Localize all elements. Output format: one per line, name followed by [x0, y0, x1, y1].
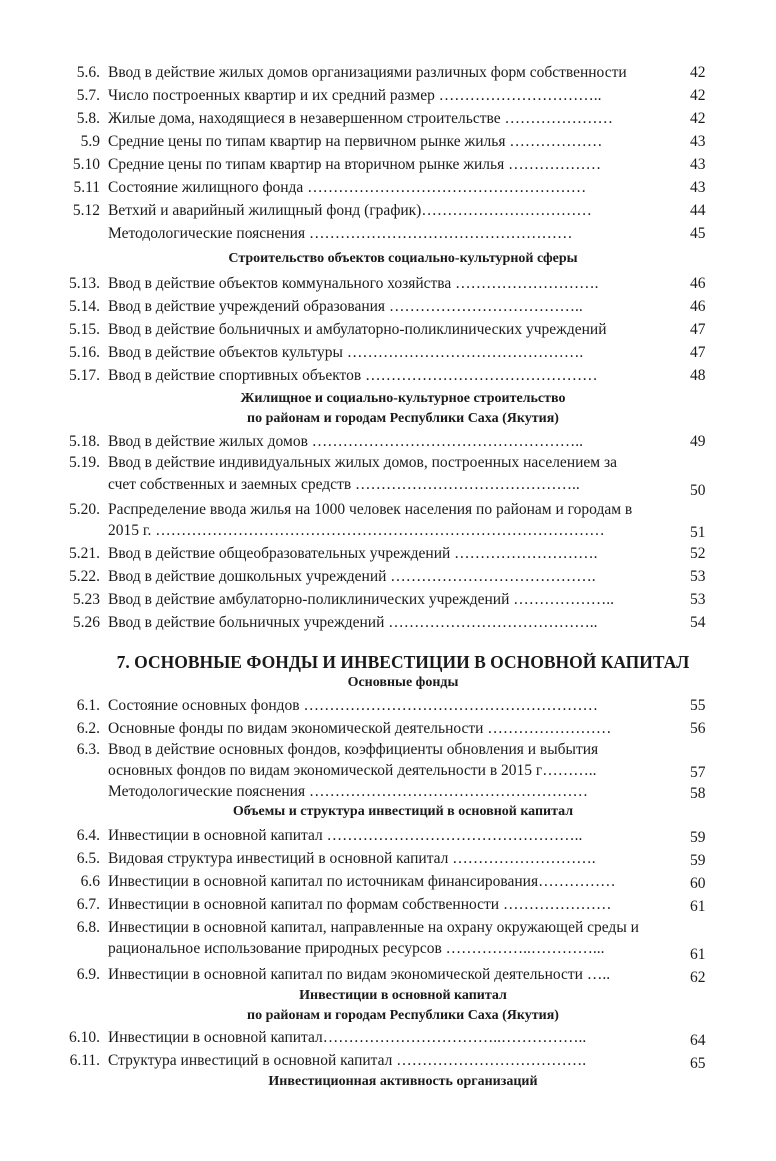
- entry-number: 6.10.: [69, 1029, 100, 1046]
- entry-title-continued: рациональное использование природных ресурсов ……………..…………...: [108, 940, 605, 957]
- toc-entry-continuation: [0, 474, 776, 499]
- entry-page: 53: [690, 568, 706, 585]
- toc-entry: [0, 452, 776, 474]
- entry-number: 5.10: [72, 156, 100, 173]
- entry-page: 59: [690, 852, 706, 869]
- entry-title: Методологические пояснения ………………………………………………: [108, 783, 588, 800]
- toc-entry-continuation: [0, 520, 776, 542]
- entry-page: 65: [690, 1055, 706, 1072]
- toc-entry: [0, 825, 776, 847]
- entry-title: Ввод в действие основных фондов, коэффициенты обновления и выбытия: [108, 741, 599, 758]
- toc-entry: [0, 431, 776, 453]
- entry-number: 6.3.: [76, 741, 100, 758]
- toc-entry: [0, 718, 776, 740]
- entry-number: 5.22.: [69, 568, 100, 585]
- entry-title: Ввод в действие дошкольных учреждений ………………………………….: [108, 568, 596, 585]
- entry-number: 6.11.: [69, 1052, 100, 1069]
- entry-title: Жилые дома, находящиеся в незавершенном строительстве …………………: [108, 110, 613, 127]
- toc-entry: [0, 543, 776, 565]
- entry-title: Ввод в действие объектов коммунального хозяйства ……………………….: [108, 275, 599, 292]
- toc-entry: [0, 589, 776, 611]
- entry-number: 5.15.: [69, 321, 100, 338]
- entry-page: 62: [690, 969, 706, 986]
- entry-page: 46: [690, 275, 706, 292]
- section-heading: Основные фонды: [347, 675, 459, 690]
- entry-number: 5.7.: [76, 87, 100, 104]
- section-heading: по районам и городам Республики Саха (Якутия): [247, 411, 559, 426]
- entry-title: Состояние жилищного фонда ………………………………………………: [108, 179, 587, 196]
- section-heading: Инвестиционная активность организаций: [268, 1074, 538, 1089]
- toc-entry: [0, 177, 776, 199]
- entry-title: Ввод в действие больничных и амбулаторно-поликлинических учреждений: [108, 321, 607, 338]
- entry-page: 64: [690, 1032, 706, 1049]
- entry-page: 48: [690, 367, 706, 384]
- entry-number: 5.26: [72, 614, 100, 631]
- toc-entry: [0, 1050, 776, 1072]
- entry-number: 5.23: [72, 591, 100, 608]
- entry-title: Состояние основных фондов …………………………………………………: [108, 697, 598, 714]
- entry-title: Распределение ввода жилья на 1000 человек населения по районам и городам в: [108, 501, 633, 518]
- entry-title: Ввод в действие объектов культуры ……………………………………….: [108, 344, 584, 361]
- toc-entry: [0, 1027, 776, 1049]
- toc-entry: [0, 695, 776, 717]
- toc-entry: [0, 62, 776, 84]
- entry-page: 53: [690, 591, 706, 608]
- entry-title: Ввод в действие жилых домов организациями различных форм собственности: [108, 64, 627, 81]
- toc-entry: [0, 108, 776, 130]
- chapter-title: 7. ОСНОВНЫЕ ФОНДЫ И ИНВЕСТИЦИИ В ОСНОВНОЙ КАПИТАЛ: [116, 652, 690, 672]
- entry-number: 5.14.: [69, 298, 100, 315]
- toc-entry-continuation: [0, 938, 776, 963]
- entry-title-continued: основных фондов по видам экономической деятельности в 2015 г………..: [108, 762, 597, 779]
- entry-number: 6.6: [80, 873, 100, 890]
- toc-entry-continuation: [0, 760, 776, 782]
- toc-entry: [0, 273, 776, 295]
- toc-entry: [0, 200, 776, 222]
- entry-title: Основные фонды по видам экономической деятельности ……………………: [108, 720, 612, 737]
- entry-title-continued: 2015 г. ……………………………………………………………………………: [108, 522, 605, 539]
- entry-page: 44: [690, 202, 706, 219]
- entry-page: 49: [690, 433, 706, 450]
- entry-page: 46: [690, 298, 706, 315]
- entry-number: 5.11: [73, 179, 100, 196]
- entry-page: 60: [690, 875, 706, 892]
- entry-page: 61: [690, 946, 706, 963]
- toc-entry: [0, 871, 776, 893]
- entry-title: Структура инвестиций в основной капитал ……………………………….: [108, 1052, 587, 1069]
- entry-number: 5.18.: [69, 433, 100, 450]
- toc-entry: [0, 964, 776, 986]
- entry-title: Методологические пояснения ……………………………………………: [108, 225, 573, 242]
- entry-title: Средние цены по типам квартир на первичном рынке жилья ………………: [108, 133, 603, 150]
- entry-page: 43: [690, 133, 706, 150]
- entry-page: 42: [690, 87, 706, 104]
- entry-number: 6.2.: [76, 720, 100, 737]
- toc-entry: [0, 848, 776, 870]
- entry-page: 42: [690, 110, 706, 127]
- toc-entry: [0, 781, 776, 803]
- entry-page: 45: [690, 225, 706, 242]
- section-heading: Строительство объектов социально-культурной сферы: [228, 251, 578, 266]
- entry-number: 6.5.: [76, 850, 100, 867]
- entry-title: Ввод в действие больничных учреждений …………………………………..: [108, 614, 598, 631]
- entry-number: 6.1.: [76, 697, 100, 714]
- toc-entry: [0, 85, 776, 107]
- toc-entry: [0, 917, 776, 939]
- entry-page: 47: [690, 321, 706, 338]
- entry-number: 5.20.: [69, 501, 100, 518]
- entry-page: 55: [690, 697, 706, 714]
- entry-title: Инвестиции в основной капитал, направленные на охрану окружающей среды и: [108, 919, 639, 936]
- toc-entry: [0, 319, 776, 341]
- entry-title: Ветхий и аварийный жилищный фонд (график)……………………………: [108, 202, 592, 219]
- entry-page: 58: [690, 785, 706, 802]
- entry-page: 47: [690, 344, 706, 361]
- section-heading: по районам и городам Республики Саха (Якутия): [247, 1008, 559, 1023]
- entry-title: Число построенных квартир и их средний размер …………………………..: [108, 87, 602, 104]
- entry-page: 57: [690, 764, 706, 781]
- entry-page: 43: [690, 156, 706, 173]
- entry-number: 5.6.: [76, 64, 100, 81]
- entry-title: Ввод в действие индивидуальных жилых домов, построенных населением за: [108, 454, 617, 471]
- toc-entry: [0, 566, 776, 588]
- entry-title: Ввод в действие амбулаторно-поликлинических учреждений ………………..: [108, 591, 615, 608]
- entry-page: 56: [690, 720, 706, 737]
- entry-number: 5.19.: [69, 454, 100, 471]
- entry-title: Инвестиции в основной капитал по видам экономической деятельности …..: [108, 966, 611, 983]
- entry-title: Инвестиции в основной капитал……………………………..……………..: [108, 1029, 587, 1046]
- toc-entry: [0, 131, 776, 153]
- entry-number: 6.9.: [76, 966, 100, 983]
- entry-title: Инвестиции в основной капитал по источникам финансирования……………: [108, 873, 616, 890]
- section-heading: Объемы и структура инвестиций в основной капитал: [232, 804, 574, 819]
- entry-title: Ввод в действие спортивных объектов ………………………………………: [108, 367, 598, 384]
- entry-page: 59: [690, 829, 706, 846]
- entry-title: Видовая структура инвестиций в основной капитал ……………………….: [108, 850, 596, 867]
- entry-page: 42: [690, 64, 706, 81]
- entry-title: Ввод в действие общеобразовательных учреждений ……………………….: [108, 545, 598, 562]
- entry-number: 5.21.: [69, 545, 100, 562]
- entry-title-continued: счет собственных и заемных средств ……………………………………..: [108, 476, 580, 493]
- entry-page: 54: [690, 614, 706, 631]
- toc-entry: [0, 365, 776, 387]
- entry-title: Инвестиции в основной капитал по формам собственности …………………: [108, 896, 612, 913]
- section-heading: Жилищное и социально-культурное строительство: [240, 391, 566, 406]
- entry-number: 5.13.: [69, 275, 100, 292]
- toc-entry: [0, 342, 776, 364]
- entry-number: 5.9: [80, 133, 100, 150]
- entry-title: Инвестиции в основной капитал …………………………………………..: [108, 827, 583, 844]
- toc-entry: [0, 154, 776, 176]
- entry-number: 5.16.: [69, 344, 100, 361]
- toc-entry: [0, 499, 776, 521]
- entry-title: Средние цены по типам квартир на вторичном рынке жилья ………………: [108, 156, 602, 173]
- entry-number: 6.7.: [76, 896, 100, 913]
- toc-entry: [0, 296, 776, 318]
- toc-entry: [0, 223, 776, 245]
- toc-entry: [0, 894, 776, 916]
- entry-title: Ввод в действие жилых домов ……………………………………………..: [108, 433, 584, 450]
- toc-entry: [0, 612, 776, 634]
- entry-page: 50: [690, 482, 706, 499]
- toc-entry: [0, 739, 776, 761]
- entry-page: 43: [690, 179, 706, 196]
- entry-number: 6.8.: [76, 919, 100, 936]
- section-heading: Инвестиции в основной капитал: [299, 988, 507, 1003]
- entry-number: 5.17.: [69, 367, 100, 384]
- entry-number: 6.4.: [76, 827, 100, 844]
- entry-page: 51: [690, 524, 706, 541]
- entry-number: 5.8.: [76, 110, 100, 127]
- entry-page: 61: [690, 898, 706, 915]
- entry-page: 52: [690, 545, 706, 562]
- entry-number: 5.12: [72, 202, 100, 219]
- entry-title: Ввод в действие учреждений образования ………………………………..: [108, 298, 583, 315]
